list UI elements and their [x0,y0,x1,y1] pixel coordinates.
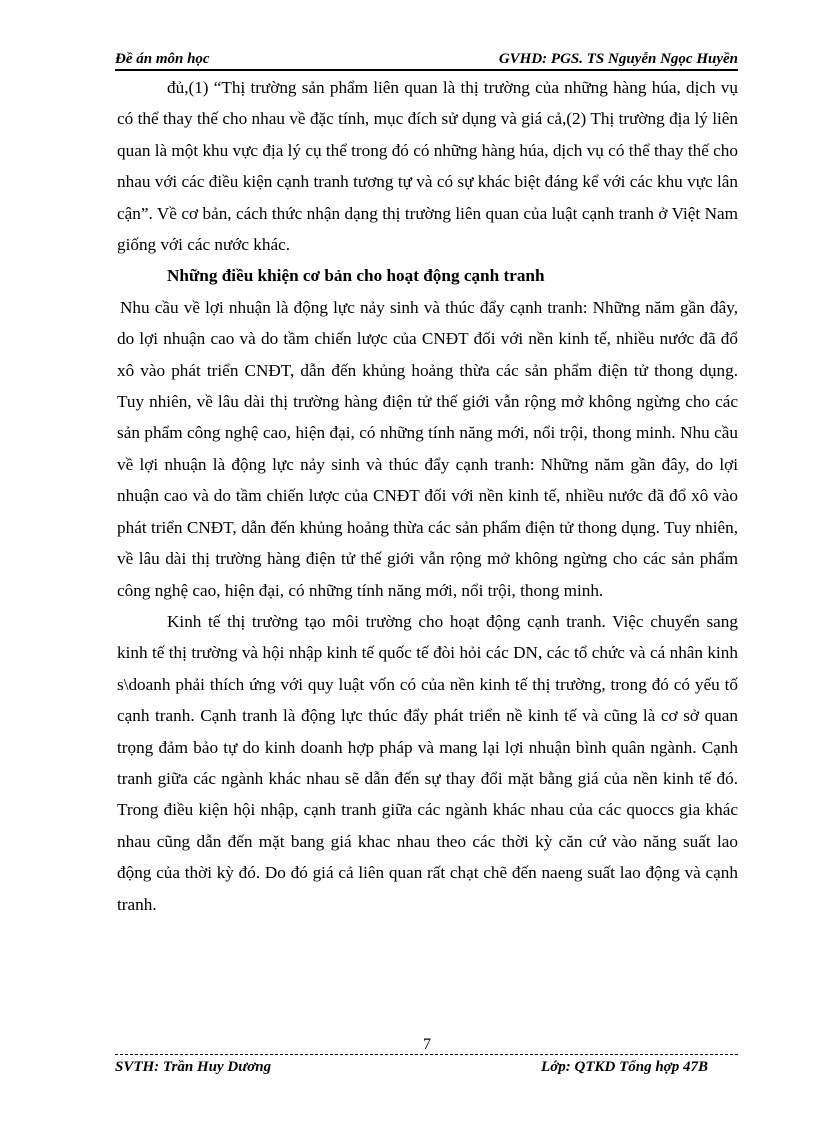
footer-divider [115,1054,738,1055]
paragraph-profit-motive: Nhu cầu về lợi nhuận là động lực nảy sinh và thúc đẩy cạnh tranh: Những năm gần đây, do lợi nhuận cao và do tầm chiến lược của CNĐT đối với nền kinh tế, nhiều nước đã đổ xô vào phát triển CNĐT, dẫn đến khủng hoảng thừa các sản phẩm điện tử thong dụng. Tuy nhiên, về lâu dài thị trường hàng điện tử thế giới vẫn rộng mở không ngừng cho các sản phẩm công nghệ cao, hiện đại, có những tính năng mới, nổi trội, thong minh. Nhu cầu về lợi nhuận là động lực nảy sinh và thúc đẩy cạnh tranh: Những năm gần đây, do lợi nhuận cao và do tầm chiến lược của CNĐT đối với nền kinh tế, nhiều nước đã đổ xô vào phát triển CNĐT, dẫn đến khủng hoảng thừa các sản phẩm điện tử thong dụng. Tuy nhiên, về lâu dài thị trường hàng điện tử thế giới vẫn rộng mở không ngừng cho các sản phẩm công nghệ cao, hiện đại, có những tính năng mới, nổi trội, thong minh. [117,297,738,600]
header-course-title: Đề án môn học [115,51,210,67]
footer-class: Lớp: QTKD Tổng hợp 47B [541,1059,708,1075]
section-heading: Những điều khiện cơ bản cho hoạt động cạnh tranh [167,266,545,286]
page-footer [115,1057,738,1077]
document-body [117,72,738,920]
footer-student: SVTH: Trần Huy Dương [115,1059,272,1075]
paragraph-market-definition: đủ,(1) “Thị trường sản phẩm liên quan là thị trường của những hàng húa, dịch vụ có thể thay thế cho nhau về đặc tính, mục đích sử dụng và giá cả,(2) Thị trường địa lý liên quan là một khu vực địa lý cụ thể trong đó có những hàng húa, dịch vụ có thể thay thế cho nhau với các điều kiện cạnh tranh tương tự và có sự khác biệt đáng kể với các khu vực lân cận”. Về cơ bản, cách thức nhận dạng thị trường liên quan của luật cạnh tranh ở Việt Nam giống với các nước khác. [117,78,738,255]
paragraph-market-economy: Kinh tế thị trường tạo môi trường cho hoạt động cạnh tranh. Việc chuyển sang kinh tế thị trường và hội nhập kinh tế quốc tế đòi hỏi các DN, các tổ chức và cá nhân kinh s\doanh phải thích ứng với quy luật vốn có của nền kinh tế thị trường, trong đó có yếu tố cạnh tranh. Cạnh tranh là động lực thúc đẩy phát triển nề kinh tế và cũng là cơ sở quan trọng đảm bảo tự do kinh doanh hợp pháp và mang lại lợi nhuận bình quân ngành. Cạnh tranh giữa các ngành khác nhau sẽ dẫn đến sự thay đổi mặt bằng giá của nền kinh tế đó. Trong điều kiện hội nhập, cạnh tranh giữa các ngành khác nhau của các quoccs gia khác nhau cũng dẫn đến mặt bang giá khac nhau theo các thời kỳ căn cứ vào năng suất lao động của thời kỳ đó. Do đó giá cả liên quan rất chạt chẽ đến naeng suất lao động và cạnh tranh. [117,611,738,914]
header-supervisor: GVHD: PGS. TS Nguyễn Ngọc Huyền [498,51,738,67]
page-header [115,49,738,71]
page-number: 7 [423,1036,431,1053]
